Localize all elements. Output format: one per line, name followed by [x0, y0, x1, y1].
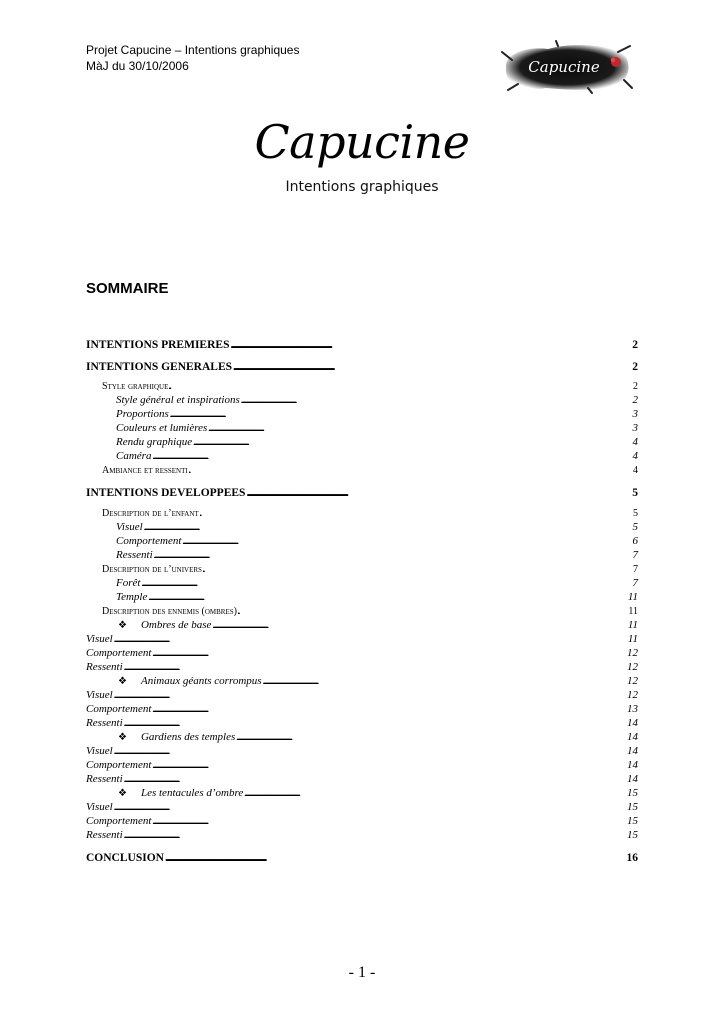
- toc-entry-page: 11: [627, 619, 638, 631]
- toc-entry-label: Couleurs et lumières: [116, 422, 208, 434]
- toc-entry[interactable]: [86, 801, 638, 814]
- toc-entry-page: 16: [626, 852, 638, 864]
- toc-entry[interactable]: [116, 535, 638, 548]
- header-project-title: Projet Capucine – Intentions graphiques: [86, 43, 300, 57]
- toc-entry[interactable]: [86, 759, 638, 772]
- toc-entry-page: 2: [632, 339, 638, 351]
- toc-leader-dots: [236, 731, 626, 744]
- toc-entry-page: 15: [627, 815, 638, 827]
- toc-entry-label: Visuel: [116, 521, 143, 533]
- toc-leader-dots: [212, 619, 626, 632]
- toc-entry-page: 12: [627, 675, 638, 687]
- toc-entry[interactable]: [86, 703, 638, 716]
- toc-entry-label: ❖ Les tentacules d’ombre: [118, 787, 244, 799]
- toc-leader-dots: [230, 338, 631, 352]
- toc-entry[interactable]: [116, 521, 638, 534]
- toc-entry-page: 15: [627, 787, 638, 799]
- toc-entry-label: Visuel: [86, 801, 113, 813]
- toc-entry-label: Comportement: [116, 535, 182, 547]
- toc-entry-page: 5: [632, 487, 638, 499]
- toc-entry-label: Ressenti: [116, 549, 153, 561]
- toc-entry[interactable]: [86, 829, 638, 842]
- document-subtitle: Intentions graphiques: [285, 179, 439, 195]
- toc-entry-page: 4: [632, 450, 638, 462]
- toc-leader-dots: [141, 577, 631, 590]
- toc-entry[interactable]: [116, 591, 638, 604]
- toc-entry[interactable]: [102, 380, 638, 393]
- toc-leader-dots: [165, 851, 626, 865]
- toc-entry-page: 11: [627, 633, 638, 645]
- toc-entry-page: 4: [633, 465, 638, 476]
- toc-entry[interactable]: [102, 563, 638, 576]
- toc-leader-dots: [144, 521, 632, 534]
- toc-entry[interactable]: [116, 450, 638, 463]
- toc-entry-label: ❖ Ombres de base: [118, 619, 212, 631]
- toc-entry[interactable]: [86, 360, 638, 374]
- toc-entry[interactable]: [116, 577, 638, 590]
- toc-entry-label: CONCLUSION: [86, 852, 164, 864]
- toc-entry-label: Style général et inspirations: [116, 394, 240, 406]
- toc-entry[interactable]: [86, 815, 638, 828]
- toc-leader-dots: [238, 605, 627, 618]
- toc-entry-page: 4: [632, 436, 638, 448]
- toc-entry-label: Description de l’enfant: [102, 508, 199, 519]
- toc-entry[interactable]: [86, 633, 638, 646]
- toc-entry-label: Description des ennemis (ombres): [102, 606, 237, 617]
- toc-leader-dots: [124, 661, 626, 674]
- toc-entry-label: ❖ Gardiens des temples: [118, 731, 236, 743]
- toc-leader-dots: [124, 717, 626, 730]
- toc-entry-label: Rendu graphique: [116, 436, 193, 448]
- toc-leader-dots: [170, 408, 632, 421]
- toc-entry[interactable]: [118, 675, 638, 688]
- toc-entry-page: 14: [627, 745, 638, 757]
- toc-entry-label: INTENTIONS PREMIERES: [86, 339, 230, 351]
- toc-entry-label: ❖ Animaux géants corrompus: [118, 675, 262, 687]
- toc-entry[interactable]: [102, 464, 638, 477]
- toc-leader-dots: [148, 591, 626, 604]
- toc-entry-label: Description de l’univers: [102, 564, 202, 575]
- toc-entry[interactable]: [116, 394, 638, 407]
- toc-entry[interactable]: [86, 773, 638, 786]
- toc-leader-dots: [169, 380, 632, 393]
- toc-entry-page: 5: [632, 521, 638, 533]
- toc-entry[interactable]: [116, 549, 638, 562]
- toc-entry-label: Ressenti: [86, 829, 123, 841]
- toc-leader-dots: [152, 450, 631, 463]
- toc-entry-page: 14: [627, 717, 638, 729]
- toc-leader-dots: [203, 563, 632, 576]
- toc-entry-page: 5: [633, 508, 638, 519]
- toc-entry-label: Visuel: [86, 633, 113, 645]
- toc-leader-dots: [193, 436, 631, 449]
- diamond-bullet-icon: ❖: [118, 620, 127, 631]
- toc-entry[interactable]: [86, 689, 638, 702]
- toc-entry-page: 14: [627, 731, 638, 743]
- toc-entry[interactable]: [116, 422, 638, 435]
- toc-entry[interactable]: [116, 436, 638, 449]
- toc-leader-dots: [246, 486, 631, 500]
- toc-entry-label: Temple: [116, 591, 148, 603]
- header-update-date: MàJ du 30/10/2006: [86, 59, 189, 73]
- toc-entry-label: Ressenti: [86, 717, 123, 729]
- toc-entry-label: INTENTIONS GENERALES: [86, 361, 233, 373]
- toc-entry-label: Caméra: [116, 450, 152, 462]
- toc-entry[interactable]: [86, 745, 638, 758]
- toc-leader-dots: [124, 773, 626, 786]
- toc-entry-page: 7: [633, 564, 638, 575]
- toc-entry-page: 13: [627, 703, 638, 715]
- toc-leader-dots: [114, 689, 626, 702]
- toc-entry[interactable]: [102, 507, 638, 520]
- toc-entry-label: Style graphique: [102, 381, 169, 392]
- toc-entry-label: Visuel: [86, 745, 113, 757]
- toc-leader-dots: [124, 829, 626, 842]
- toc-leader-dots: [241, 394, 632, 407]
- toc-entry-page: 14: [627, 773, 638, 785]
- toc-entry-label: Comportement: [86, 647, 152, 659]
- toc-leader-dots: [154, 549, 632, 562]
- toc-leader-dots: [152, 703, 626, 716]
- toc-leader-dots: [152, 647, 626, 660]
- toc-entry[interactable]: [118, 731, 638, 744]
- toc-entry[interactable]: [86, 338, 638, 352]
- toc-entry-label: INTENTIONS DEVELOPPEES: [86, 487, 246, 499]
- toc-entry-page: 12: [627, 661, 638, 673]
- toc-entry-page: 7: [632, 577, 638, 589]
- toc-entry-label: Ambiance et ressenti: [102, 465, 188, 476]
- toc-entry-label: Proportions: [116, 408, 169, 420]
- toc-entry-page: 15: [627, 801, 638, 813]
- toc-entry-label: Ressenti: [86, 661, 123, 673]
- toc-leader-dots: [182, 535, 631, 548]
- toc-entry[interactable]: [86, 647, 638, 660]
- toc-leader-dots: [114, 745, 626, 758]
- toc-entry-label: Comportement: [86, 759, 152, 771]
- toc-entry-label: Forêt: [116, 577, 141, 589]
- toc-entry-page: 11: [628, 606, 638, 617]
- toc-entry[interactable]: [118, 619, 638, 632]
- toc-leader-dots: [114, 633, 627, 646]
- toc-entry-page: 15: [627, 829, 638, 841]
- toc-entry-page: 11: [627, 591, 638, 603]
- sommaire-heading: SOMMAIRE: [86, 280, 169, 297]
- toc-leader-dots: [200, 507, 632, 520]
- toc-entry-label: Comportement: [86, 815, 152, 827]
- toc-leader-dots: [114, 801, 626, 814]
- toc-leader-dots: [208, 422, 631, 435]
- toc-entry-label: Comportement: [86, 703, 152, 715]
- toc-entry[interactable]: [118, 787, 638, 800]
- toc-entry-page: 2: [633, 381, 638, 392]
- document-title: Capucine: [254, 115, 470, 169]
- toc-leader-dots: [233, 360, 631, 374]
- toc-leader-dots: [244, 787, 626, 800]
- page-number: - 1 -: [348, 964, 376, 981]
- toc-entry[interactable]: [86, 717, 638, 730]
- toc-entry[interactable]: [86, 486, 638, 500]
- toc-entry-page: 14: [627, 759, 638, 771]
- toc-leader-dots: [152, 759, 626, 772]
- toc-entry-page: 3: [632, 422, 638, 434]
- toc-entry-label: Ressenti: [86, 773, 123, 785]
- toc-leader-dots: [263, 675, 626, 688]
- toc-entry-label: Visuel: [86, 689, 113, 701]
- diamond-bullet-icon: ❖: [118, 676, 127, 687]
- toc-entry[interactable]: [116, 408, 638, 421]
- toc-entry-page: 12: [627, 647, 638, 659]
- toc-entry-page: 3: [632, 408, 638, 420]
- toc-leader-dots: [152, 815, 626, 828]
- toc-entry-page: 2: [632, 394, 638, 406]
- diamond-bullet-icon: ❖: [118, 788, 127, 799]
- toc-leader-dots: [189, 464, 632, 477]
- toc-entry-page: 2: [632, 361, 638, 373]
- toc-entry[interactable]: [86, 661, 638, 674]
- toc-entry-page: 12: [627, 689, 638, 701]
- toc-entry-page: 7: [632, 549, 638, 561]
- logo-wordmark: Capucine: [528, 58, 600, 76]
- toc-entry[interactable]: [86, 851, 638, 865]
- toc-entry-page: 6: [632, 535, 638, 547]
- toc-entry[interactable]: [102, 605, 638, 618]
- diamond-bullet-icon: ❖: [118, 732, 127, 743]
